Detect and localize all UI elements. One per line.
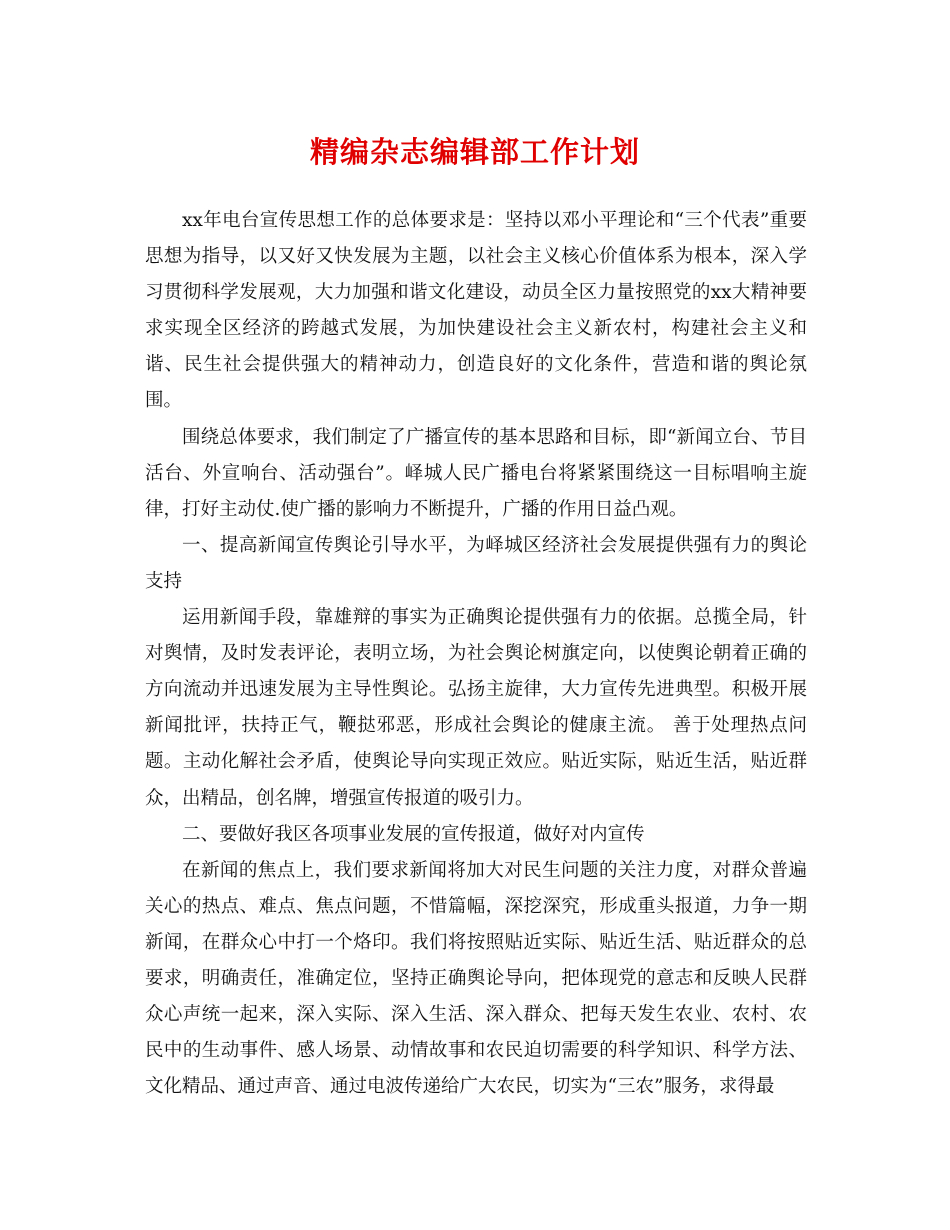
paragraph-2: 围绕总体要求，我们制定了广播宣传的基本思路和目标，即“新闻立台、节目活台、外宣响台、活动强台”。峄城人民广播电台将紧紧围绕这一目标唱响主旋律，打好主动仗.使广播的影响力不断提升，广播的作用日益凸观。 — [145, 426, 807, 520]
paragraph-1: xx年电台宣传思想工作的总体要求是：坚持以邓小平理论和“三个代表”重要思想为指导，以又好又快发展为主题，以社会主义核心价值体系为根本，深入学习贯彻科学发展观，大力加强和谐文化建设，动员全区力量按照党的xx大精神要求实现全区经济的跨越式发展，为加快建设社会主义新农村，构建社会主义和谐、民生社会提供强大的精神动力，创造良好的文化条件，营造和谐的舆论氛围。 — [145, 210, 807, 412]
section-heading-1: 一、提高新闻宣传舆论引导水平，为峄城区经济社会发展提供强有力的舆论支持 — [145, 534, 807, 592]
section-heading-2: 二、要做好我区各项事业发展的宣传报道，做好对内宣传 — [182, 823, 645, 845]
document-title: 精编杂志编辑部工作计划 — [309, 135, 640, 169]
paragraph-3: 运用新闻手段，靠雄辩的事实为正确舆论提供强有力的依据。总揽全局，针对舆情，及时发表评论，表明立场，为社会舆论树旗定向，以使舆论朝着正确的方向流动并迅速发展为主导性舆论。弘扬主旋律，大力宣传先进典型。积极开展新闻批评，扶持正气，鞭挞邪恶，形成社会舆论的健康主流。 善于处理热点问题。主动化解社会矛盾，使舆论导向实现正效应。贴近实际，贴近生活，贴近群众，出精品，创名牌，增强宣传报道的吸引力。 — [145, 607, 807, 809]
document-body — [145, 203, 807, 1105]
paragraph-4: 在新闻的焦点上，我们要求新闻将加大对民生问题的关注力度，对群众普遍关心的热点、难点、焦点问题，不惜篇幅，深挖深究，形成重头报道，力争一期新闻，在群众心中打一个烙印。我们将按照贴近实际、贴近生活、贴近群众的总要求，明确责任，准确定位，坚持正确舆论导向，把体现党的意志和反映人民群众心声统一起来，深入实际、深入生活、深入群众、把每天发生农业、农村、农民中的生动事件、感人场景、动情故事和农民迫切需要的科学知识、科学方法、文化精品、通过声音、通过电波传递给广大农民，切实为“三农”服务，求得最 — [145, 859, 807, 1098]
